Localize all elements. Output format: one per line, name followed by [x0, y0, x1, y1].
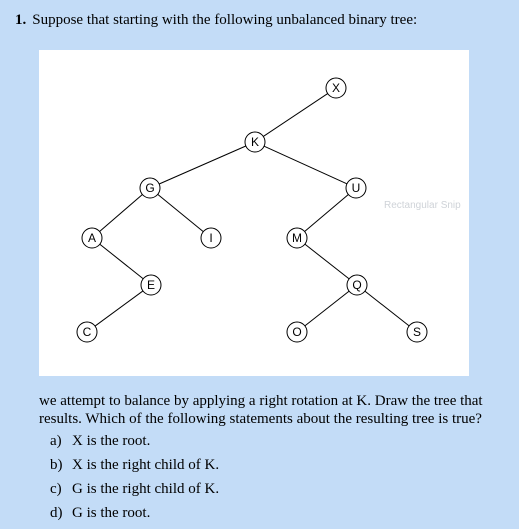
tree-node-label: O: [292, 325, 302, 339]
tree-node-label: X: [331, 81, 341, 95]
choice-text: X is the right child of K.: [72, 457, 220, 473]
question-body-line-2: results. Which of the following statements about the resulting tree is true?: [39, 411, 482, 427]
tree-node-label: Q: [352, 278, 362, 292]
tree-node-S: [407, 322, 427, 342]
tree-edge-G-I: [158, 194, 204, 231]
tree-node-label: I: [209, 231, 213, 245]
tree-node-O: [287, 322, 307, 342]
tree-node-label: G: [145, 181, 155, 195]
tree-node-I: [201, 228, 221, 248]
tree-node-label: S: [412, 325, 422, 339]
tree-node-label: E: [146, 278, 156, 292]
tree-node-label: C: [82, 325, 92, 339]
tree-node-A: [82, 228, 102, 248]
tree-node-K: [245, 132, 265, 152]
tree-node-U: [346, 178, 366, 198]
choice-letter: b): [50, 457, 63, 473]
tree-node-C: [77, 322, 97, 342]
tree-edge-E-C: [95, 291, 143, 326]
tree-edge-A-E: [100, 244, 143, 279]
tree-node-label: M: [292, 231, 302, 245]
choice-a[interactable]: [50, 432, 219, 456]
choice-text: G is the right child of K.: [72, 481, 220, 497]
tree-edge-K-G: [159, 146, 246, 184]
tree-node-label: A: [87, 231, 97, 245]
tree-node-label: U: [351, 181, 361, 195]
tree-edge-G-A: [100, 195, 143, 232]
answer-choices: [50, 432, 219, 528]
binary-tree-diagram: [39, 50, 469, 376]
tree-node-Q: [347, 275, 367, 295]
choice-d[interactable]: [50, 504, 219, 528]
tree-edge-Q-O: [305, 291, 349, 326]
tree-edge-U-M: [305, 194, 349, 231]
tree-edge-M-Q: [305, 244, 349, 279]
question-header: [15, 12, 417, 29]
tree-node-X: [326, 78, 346, 98]
tree-node-G: [140, 178, 160, 198]
tree-node-M: [287, 228, 307, 248]
tree-edge-K-U: [264, 146, 347, 184]
tree-edge-X-K: [263, 94, 327, 137]
choice-text: X is the root.: [72, 433, 151, 449]
choice-letter: c): [50, 481, 62, 497]
tree-figure: [39, 50, 469, 376]
choice-letter: d): [50, 505, 63, 521]
tree-edge-Q-S: [365, 291, 409, 326]
snip-watermark: Rectangular Snip: [384, 200, 461, 211]
question-body: [39, 392, 517, 428]
question-body-line-1: we attempt to balance by applying a right rotation at K. Draw the tree that: [39, 393, 483, 409]
tree-node-label: K: [250, 135, 260, 149]
choice-c[interactable]: [50, 480, 219, 504]
choice-letter: a): [50, 433, 62, 449]
choice-b[interactable]: [50, 456, 219, 480]
question-intro: Suppose that starting with the following unbalanced binary tree:: [32, 12, 418, 28]
tree-node-E: [141, 275, 161, 295]
question-number: 1.: [15, 12, 27, 28]
choice-text: G is the root.: [72, 505, 151, 521]
